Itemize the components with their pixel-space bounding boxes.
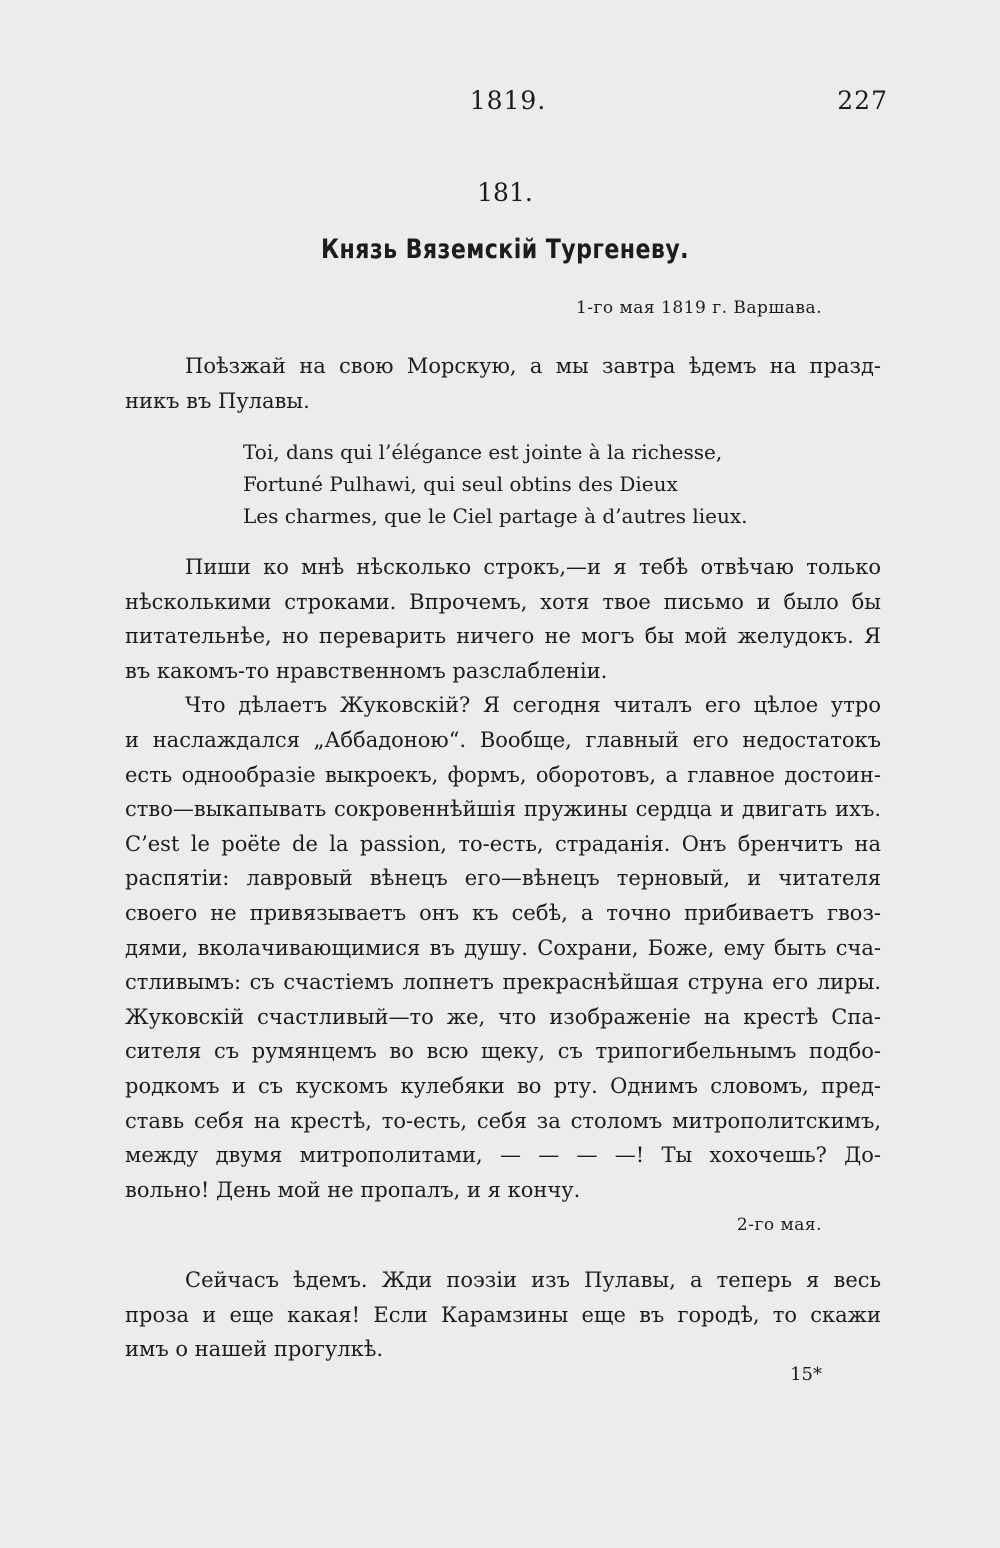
text-line: имъ о нашей прогулкѣ. [125,1337,384,1362]
letter-title: Князь Вяземскій Тургеневу. [320,234,690,265]
text-line: ство—выкапывать сокровеннѣйшія пружины сердца и двигать ихъ. [125,797,881,822]
verse-line: Toi, dans qui l’élégance est jointe à la richesse, [243,440,723,464]
verse-line: Fortuné Pulhawi, qui seul obtins des Dieux [243,472,678,496]
text-line: между двумя митрополитами, — — — —! Ты хохочешь? До- [125,1143,881,1168]
text-line: своего не привязываетъ онъ къ себѣ, а точно прибиваетъ гвоз- [125,900,881,925]
text-line: проза и еще какая! Если Карамзины еще въ городѣ, то скажи [125,1302,881,1327]
printer-signature-mark: 15* [790,1364,822,1385]
verse-line: Les charmes, que le Ciel partage à d’autres lieux. [243,504,748,528]
text-line: Жуковскій счастливый—то же, что изображеніе на крестѣ Спа- [125,1004,881,1029]
text-line: сителя съ румянцемъ во всю щеку, съ трипогибельнымъ подбо- [125,1039,881,1064]
text-line: Пиши ко мнѣ нѣсколько строкъ,—и я тебѣ отвѣчаю только [185,555,881,579]
text-line: C’est le poëte de la passion, то-есть, страданія. Онъ бренчитъ на [125,831,881,856]
text-line: стливымъ: съ счастіемъ лопнетъ прекраснѣйшая струна его лиры. [125,970,881,995]
text-line: въ какомъ-то нравственномъ разслабленіи. [125,658,608,683]
running-header-year: 1819. [469,86,547,115]
second-dateline: 2-го мая. [736,1215,822,1235]
text-line: родкомъ и съ кускомъ кулебяки во рту. Однимъ словомъ, пред- [125,1073,881,1098]
paragraph-3 [125,1263,881,1367]
letter-number: 181. [477,178,533,207]
paragraph-2 [125,550,881,1207]
text-line: Что дѣлаетъ Жуковскій? Я сегодня читалъ его цѣлое утро [185,693,881,718]
text-line: питательнѣе, но переварить ничего не могъ бы мой желудокъ. Я [125,624,881,649]
text-line: распятіи: лавровый вѣнецъ его—вѣнецъ терновый, и читателя [125,866,881,891]
text-line: Поѣзжай на свою Морскую, а мы завтра ѣдемъ на празд- [185,354,881,378]
paragraph-1 [125,349,881,418]
text-line: и наслаждался „Аббадоною“. Вообще, главный его недостатокъ [125,727,881,752]
text-line: дями, вколачивающимися въ душу. Сохрани, Боже, ему быть сча- [125,935,881,960]
text-line: никъ въ Пулавы. [125,388,310,413]
text-line: вольно! День мой не пропалъ, и я кончу. [125,1177,581,1202]
text-line: есть однообразіе выкроекъ, формъ, оборотовъ, а главное достоин- [125,762,881,787]
french-verse [243,436,748,532]
text-line: нѣсколькими строками. Впрочемъ, хотя твое письмо и было бы [125,589,881,614]
letter-dateline: 1-го мая 1819 г. Варшава. [575,298,822,318]
page-number: 227 [837,86,888,115]
text-line: Сейчасъ ѣдемъ. Жди поэзіи изъ Пулавы, а теперь я весь [185,1268,881,1292]
text-line: ставь себя на крестѣ, то-есть, себя за столомъ митрополитскимъ, [125,1108,881,1133]
